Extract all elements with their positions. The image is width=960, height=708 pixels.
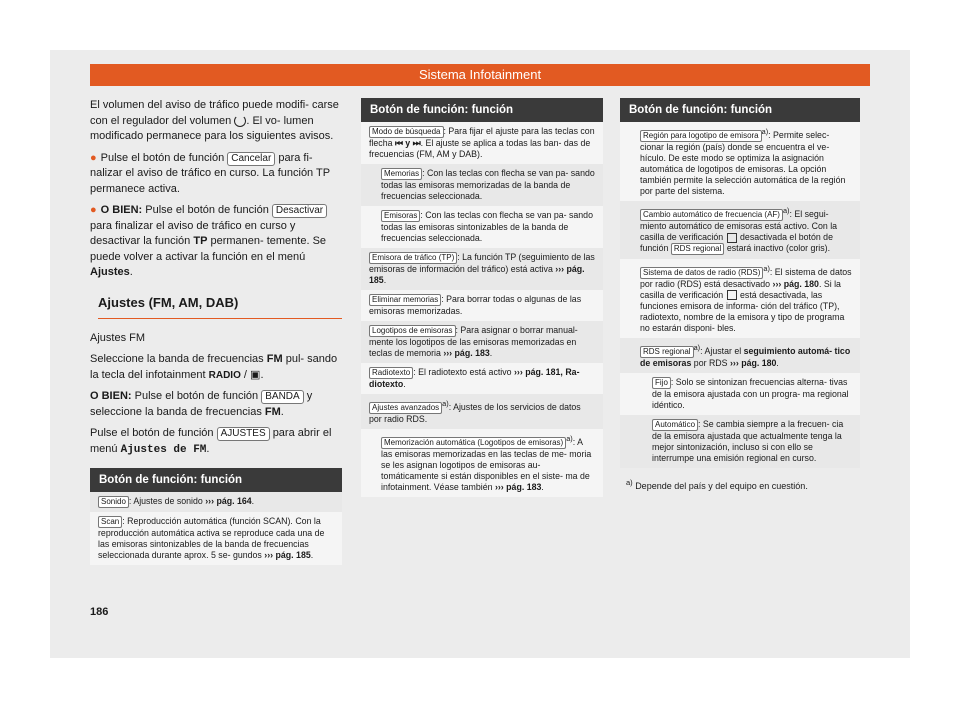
- table-row: Emisoras : Con las teclas con flecha se van pa- sando todas las emisoras sintonizables de la banda de frecuencias seleccionada.: [361, 206, 603, 248]
- table-row: Eliminar memorias : Para borrar todas o algunas de las emisoras memorizadas.: [361, 290, 603, 321]
- table-row: Logotipos de emisoras : Para asignar o borrar manual- mente los logotipos de las emisoras memorizadas en teclas de memoria ››› pág. 183.: [361, 321, 603, 363]
- bullet-icon: ●: [90, 151, 97, 164]
- table-row: Emisora de tráfico (TP) : La función TP (seguimiento de las emisoras de información del tráfico) está activa ››› pág. 185.: [361, 248, 603, 290]
- table-row: Automático : Se cambia siempre a la frecuen- cia de la emisora ajustada que actualmente tenga la mejor sintonización, incluso si con ello se interrumpe una emisión regional en curso.: [620, 415, 860, 468]
- cancel-key: Cancelar: [227, 152, 275, 166]
- radio-key-icon: RADIO: [208, 369, 241, 381]
- paragraph-ajustes: Pulse el botón de función AJUSTES para abrir el menú Ajustes de FM.: [90, 427, 332, 456]
- table-row: Fijo : Solo se sintonizan frecuencias alterna- tivas de la emisora ajustada con un progra- ma regional idéntico.: [620, 373, 860, 415]
- table-row: Memorias : Con las teclas con flecha se van pa- sando todas las emisoras memorizadas de la banda de frecuencias seleccionada.: [361, 164, 603, 206]
- bullet-deactivate: ● O BIEN: Pulse el botón de función Desactivar para finalizar el aviso de tráfico en curso y desactivar la función TP permanen- temente. Se puede volver a activar la función en el menú Ajustes.: [90, 204, 327, 278]
- column-middle: [361, 98, 603, 497]
- bullet-icon: ●: [90, 204, 97, 216]
- checkbox-icon: [727, 233, 737, 243]
- arrow-keys-icon: ⏮ y ⏭: [394, 138, 421, 148]
- paragraph-volume: El volumen del aviso de tráfico puede modifi- carse con el regulador del volumen . El vo- lumen modificado permanece para los siguientes avisos.: [90, 99, 339, 142]
- deactivate-key: Desactivar: [272, 204, 327, 218]
- table-header: Botón de función: función: [90, 468, 342, 492]
- checkbox-icon: [727, 290, 737, 300]
- table-row: Sistema de datos de radio (RDS) $^{a)}$: El sistema de datos por radio (RDS) está desactivado ››› pág. 180. Si la casilla de verificación está desactivada, las funciones emisora de informa- ción del tráfico (TP), radiotexto, nombre de la emisora y tipo de programa no estarán disponi- bles.: [620, 259, 860, 338]
- banda-key: BANDA: [261, 390, 303, 404]
- manual-page: [90, 64, 870, 634]
- table-row: Scan : Reproducción automática (función SCAN). Con la reproducción automática activa se reproduce cada una de las emisoras sintonizables de la banda de frecuencias seleccionada durante aprox. 5 se- gundos ››› pág. 185.: [90, 512, 342, 565]
- paragraph-select-fm: Seleccione la banda de frecuencias FM pul- sando la tecla del infotainment RADIO / ▣.: [90, 353, 338, 381]
- page-number: 186: [90, 606, 109, 618]
- table-row: Memorización automática (Logotipos de emisoras) $^{a)}$: A las emisoras memorizadas en las teclas de me- moria se les asignan logotipos de emisoras au- tomáticamente si están disponibles en el siste- ma de infotainment. Véase también ››› pág. 183.: [361, 429, 603, 497]
- function-table-left: [90, 468, 342, 565]
- table-row: Ajustes avanzados $^{a)}$: Ajustes de los servicios de datos por radio RDS.: [361, 394, 603, 429]
- table-header: Botón de función: función: [620, 98, 860, 122]
- table-row: Radiotexto : El radiotexto está activo ››› pág. 181, Ra- diotexto.: [361, 363, 603, 394]
- paragraph-banda: O BIEN: Pulse el botón de función BANDA y seleccione la banda de frecuencias FM.: [90, 390, 313, 418]
- footnote: $^{a)}$ Depende del país y del equipo en cuestión.: [626, 477, 808, 491]
- media-key-icon: ▣: [250, 368, 261, 381]
- table-row: Cambio automático de frecuencia (AF) $^{a)}$: El segui- miento automático de emisoras está activo. Con la casilla de verificación desactivada el botón de función RDS regional estará inactivo (color gris).: [620, 201, 860, 259]
- table-row: Sonido : Ajustes de sonido ››› pág. 164.: [90, 492, 342, 512]
- ajustes-key: AJUSTES: [217, 427, 270, 441]
- section-header: Sistema Infotainment: [90, 64, 870, 86]
- table-header: Botón de función: función: [361, 98, 603, 122]
- power-volume-icon: [234, 115, 246, 127]
- table-row: Región para logotipo de emisora $^{a)}$: Permite selec- cionar la región (país) donde se encuentra el ve- hículo. De este modo se optimiza la asignación automática de logotipos de emisoras. La opción también permite la selección automática de la región por parte del sistema.: [620, 122, 860, 201]
- table-row: RDS regional $^{a)}$: Ajustar el seguimiento automá- tico de emisoras por RDS ››› pág. 180.: [620, 338, 860, 373]
- subheading-fm: Ajustes FM: [90, 331, 146, 344]
- column-right: [620, 98, 860, 491]
- bullet-cancel: ● Pulse el botón de función Cancelar para fi- nalizar el aviso de tráfico en curso. La función TP permanece activa.: [90, 151, 330, 195]
- table-row: Modo de búsqueda : Para fijar el ajuste para las teclas con flecha ⏮ y ⏭. El ajuste se aplica a todas las ban- das de frecuencias (FM, AM y DAB).: [361, 122, 603, 164]
- column-left: [90, 98, 342, 565]
- section-heading: Ajustes (FM, AM, DAB): [98, 295, 342, 319]
